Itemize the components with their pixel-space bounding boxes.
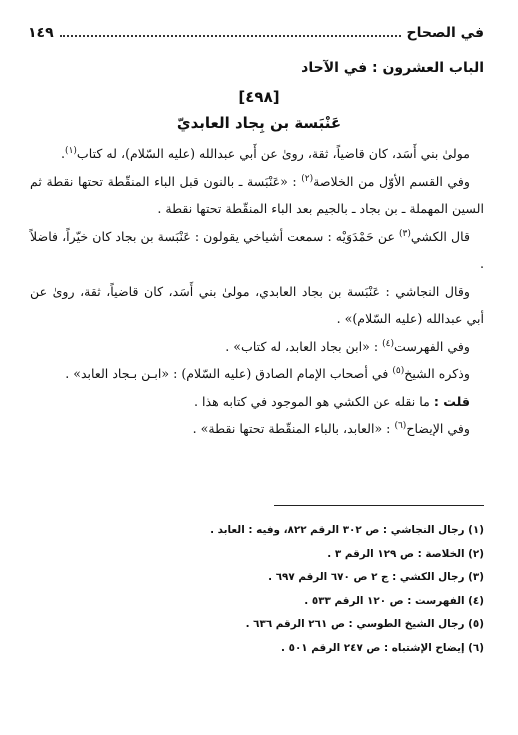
paragraph-text: وفي الإيضاح bbox=[406, 421, 470, 436]
paragraph-text: . bbox=[61, 146, 66, 161]
footnote: (٤) الفهرست : ص ١٢٠ الرقم ٥٣٣ . bbox=[304, 594, 484, 607]
footnote-ref: (٥) bbox=[392, 365, 405, 376]
paragraph-text: : «العابد، بالباء المنقّطة تحتها نقطة» . bbox=[192, 421, 391, 436]
running-title: في الصحاح bbox=[406, 25, 484, 41]
running-header bbox=[28, 22, 484, 44]
header-leader-dots bbox=[60, 35, 401, 37]
footnotes bbox=[30, 519, 484, 660]
paragraph bbox=[30, 388, 484, 416]
footnote-ref: (٢) bbox=[301, 173, 314, 184]
chapter-title: الباب العشرون : في الآحاد bbox=[301, 60, 484, 76]
body-text bbox=[30, 140, 484, 443]
paragraph bbox=[30, 278, 484, 333]
footnote-ref: (١) bbox=[65, 145, 77, 156]
paragraph bbox=[30, 360, 484, 388]
paragraph-text: مولىٰ بني أَسَد، كان قاضياً، ثقة، روىٰ عن أَبي عبدالله (عليه السّلام)، له كتاب bbox=[76, 146, 470, 161]
paragraph bbox=[30, 333, 484, 361]
note-label: قلت : bbox=[433, 393, 470, 409]
paragraph-text: وفي القسم الأوّل من الخلاصة bbox=[313, 173, 470, 189]
footnote: (٥) رجال الشيخ الطوسي : ص ٢٦١ الرقم ٦٣٦ . bbox=[245, 618, 484, 630]
entry-number: [٤٩٨] bbox=[238, 88, 280, 106]
paragraph-text: ما نقله عن الكشي هو الموجود في كتابه هذا . bbox=[193, 393, 430, 409]
paragraph-text: وقال النجاشي : عَنْبَسة بن بجاد العابدي، مولىٰ بني أَسَد، كان قاضياً، ثقة، روىٰ عن أبي عبدالله (عليه السّلام)» . bbox=[30, 283, 484, 326]
paragraph-text: قال الكشي bbox=[410, 228, 470, 244]
footnote: (٣) رجال الكشي : ج ٢ ص ٦٧٠ الرقم ٦٩٧ . bbox=[268, 571, 484, 583]
paragraph bbox=[30, 223, 484, 278]
footnote-ref: (٦) bbox=[394, 420, 407, 431]
page-number: ١٤٩ bbox=[28, 25, 54, 41]
paragraph bbox=[30, 415, 484, 443]
paragraph-text: : «ابن بجاد العابد، له كتاب» . bbox=[225, 338, 379, 354]
entry-name: عَنْبَسة بن بِجاد العابديّ bbox=[176, 114, 342, 132]
footnote-ref: (٤) bbox=[382, 338, 395, 349]
footnote: (٦) إيضاح الإشتباه : ص ٢٤٧ الرقم ٥٠١ . bbox=[281, 641, 484, 654]
footnote-divider bbox=[274, 505, 484, 506]
paragraph-text: وذكره الشيخ bbox=[404, 366, 470, 381]
paragraph bbox=[30, 140, 484, 168]
footnote: (٢) الخلاصة : ص ١٢٩ الرقم ٣ . bbox=[327, 547, 484, 560]
footnote: (١) رجال النجاشي : ص ٣٠٢ الرقم ٨٢٢، وفيه : العابد . bbox=[210, 524, 484, 536]
paragraph bbox=[30, 168, 484, 223]
paragraph-text: : «عَنْبَسة ـ بالنون قبل الباء المنقّطة تحتها نقطة ثم السين المهملة ـ بن بجاد ـ بالجيم بعد الباء المنقّطة تحتها نقطة . bbox=[30, 173, 484, 216]
footnote-ref: (٣) bbox=[399, 228, 411, 239]
paragraph-text: عن حَمْدَوَيْه : سمعت أشياخي يقولون : عَنْبَسة بن بجاد كان خيّراً، فاضلاً . bbox=[30, 228, 484, 271]
paragraph-text: في أصحاب الإمام الصادق (عليه السّلام) : «ابـن بـجاد العابد» . bbox=[65, 366, 389, 381]
paragraph-text: وفي الفهرست bbox=[394, 338, 470, 354]
